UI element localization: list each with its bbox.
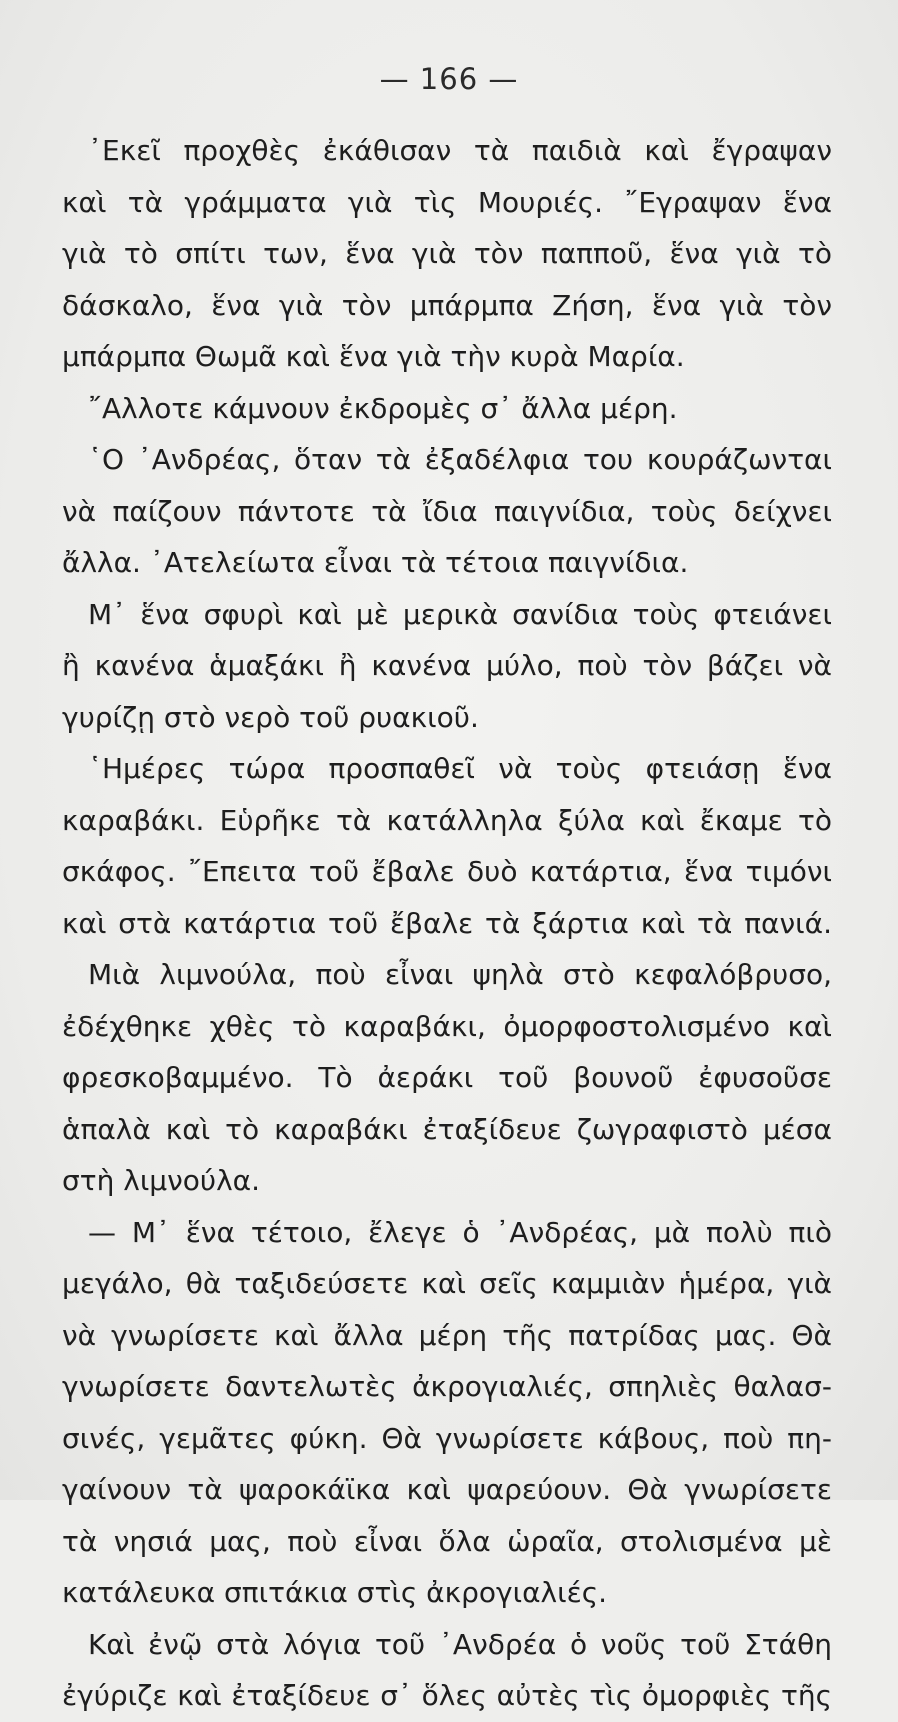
text-line: καραβάκι. Εὑρῆκε τὰ κατάλληλα ξύλα καὶ ἔκαμε τὸ	[62, 803, 832, 837]
text-line: ἁπαλὰ καὶ τὸ καραβάκι ἐταξίδευε ζωγραφιστὸ μέσα	[62, 1112, 832, 1146]
text-line: δάσκαλο, ἕνα γιὰ τὸν μπάρμπα Ζήση, ἕνα γιὰ τὸν	[62, 288, 832, 322]
text-line: γνωρίσετε δαντελωτὲς ἀκρογιαλιές, σπηλιὲς θαλασ-	[62, 1370, 832, 1403]
text-line: μπάρμπα Θωμᾶ καὶ ἕνα γιὰ τὴν κυρὰ Μαρία.	[62, 340, 685, 373]
text-line: ἐγύριζε καὶ ἐταξίδευε σ᾿ ὅλες αὐτὲς τὶς ὀμορφιὲς τῆς	[62, 1679, 832, 1712]
text-line: ἄλλα. ᾿Ατελείωτα εἶναι τὰ τέτοια παιγνίδια.	[62, 546, 689, 579]
page-number: — 166 —	[379, 62, 519, 96]
text-line: μεγάλο, θὰ ταξιδεύσετε καὶ σεῖς καμμιὰν ἡμέρα, γιὰ	[62, 1267, 832, 1300]
text-line: ῎Αλλοτε κάμνουν ἐκδρομὲς σ᾿ ἄλλα μέρη.	[88, 391, 678, 425]
text-line: γαίνουν τὰ ψαροκάϊκα καὶ ψαρεύουν. Θὰ γνωρίσετε	[62, 1473, 832, 1506]
text-line: ἢ κανένα ἁμαξάκι ἢ κανένα μύλο, ποὺ τὸν βάζει νὰ	[62, 649, 832, 682]
text-line: Καὶ ἐνῷ στὰ λόγια τοῦ ᾿Ανδρέα ὁ νοῦς τοῦ Στάθη	[88, 1627, 832, 1661]
text-line: γυρίζῃ στὸ νερὸ τοῦ ρυακιοῦ.	[62, 700, 479, 734]
text-line: ῾Ημέρες τώρα προσπαθεῖ νὰ τοὺς φτειάσῃ ἕνα	[88, 752, 832, 785]
text-line: στὴ λιμνούλα.	[62, 1164, 261, 1197]
text-line: ᾿Εκεῖ προχθὲς ἐκάθισαν τὰ παιδιὰ καὶ ἔγραψαν	[88, 134, 832, 167]
text-line: κατάλευκα σπιτάκια στὶς ἀκρογιαλιές.	[62, 1576, 608, 1609]
text-line: Μ᾿ ἕνα σφυρὶ καὶ μὲ μερικὰ σανίδια τοὺς φτειάνει	[88, 597, 832, 631]
text-line: καὶ στὰ κατάρτια τοῦ ἔβαλε τὰ ξάρτια καὶ τὰ πανιά.	[62, 906, 832, 940]
text-line: φρεσκοβαμμένο. Τὸ ἀεράκι τοῦ βουνοῦ ἐφυσοῦσε	[62, 1061, 832, 1094]
text-line: σκάφος. ῎Επειτα τοῦ ἔβαλε δυὸ κατάρτια, ἕνα τιμόνι	[62, 855, 832, 888]
text-line: ἐδέχθηκε χθὲς τὸ καραβάκι, ὀμορφοστολισμένο καὶ	[62, 1009, 832, 1043]
text-line: νὰ παίζουν πάντοτε τὰ ἴδια παιγνίδια, τοὺς δείχνει	[62, 494, 832, 528]
text-line: νὰ γνωρίσετε καὶ ἄλλα μέρη τῆς πατρίδας μας. Θὰ	[62, 1318, 832, 1352]
body-text	[62, 125, 832, 1722]
text-line: τὰ νησιά μας, ποὺ εἶναι ὅλα ὡραῖα, στολισμένα μὲ	[62, 1524, 832, 1558]
text-line: σινές, γεμᾶτες φύκη. Θὰ γνωρίσετε κάβους, ποὺ πη-	[62, 1421, 832, 1455]
text-line: Μιὰ λιμνούλα, ποὺ εἶναι ψηλὰ στὸ κεφαλόβρυσο,	[88, 958, 832, 991]
text-line: καὶ τὰ γράμματα γιὰ τὶς Μουριές. ῎Εγραψαν ἕνα	[62, 185, 832, 219]
text-line: ῾Ο ᾿Ανδρέας, ὅταν τὰ ἐξαδέλφια του κουράζωνται	[88, 443, 832, 476]
text-line: — Μ᾿ ἕνα τέτοιο, ἔλεγε ὁ ᾿Ανδρέας, μὰ πολὺ πιὸ	[88, 1215, 832, 1249]
text-line: γιὰ τὸ σπίτι των, ἕνα γιὰ τὸν παπποῦ, ἕνα γιὰ τὸ	[62, 237, 832, 270]
